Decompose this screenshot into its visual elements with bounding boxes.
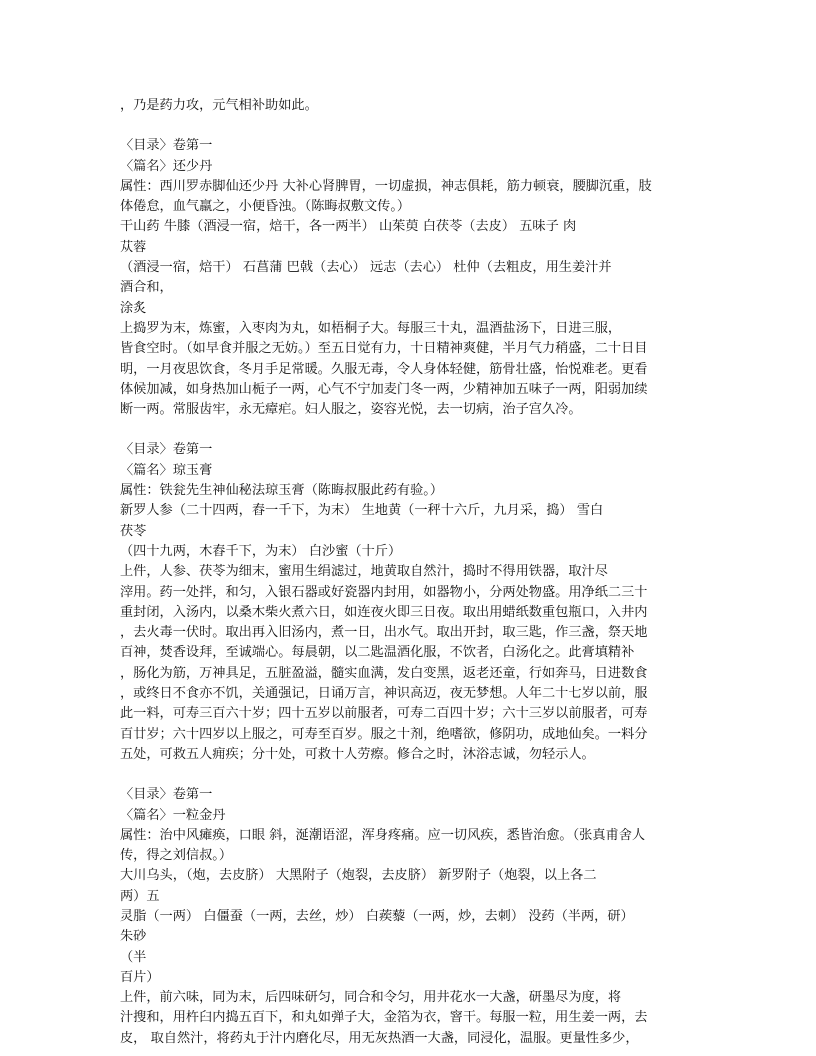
text-line: 大川乌头，（炮，去皮脐） 大黑附子（炮裂，去皮脐） 新罗附子（炮裂，以上各二 bbox=[120, 868, 597, 884]
text-line: 干山药 牛膝（酒浸一宿，焙干，各一两半） 山茱萸 白茯苓（去皮） 五味子 肉 bbox=[120, 219, 577, 235]
text-line: 此一料，可寿三百六十岁；四十五岁以前服者，可寿二百四十岁；六十三岁以前服者，可寿 bbox=[120, 706, 648, 722]
text-line: 茯苓 bbox=[120, 523, 147, 539]
text-line: 灵脂（一两） 白僵蚕（一两，去丝，炒） 白蒺藜（一两，炒，去刺） 没药（半两，研） bbox=[120, 908, 634, 924]
text-line: 酒合和， bbox=[120, 280, 173, 296]
intro-line: ，乃是药力攻，元气相补助如此。 bbox=[120, 98, 318, 113]
text-line: 百神，焚香设拜，至诚端心。每晨朝，以二匙温酒化服，不饮者，白汤化之。此膏填精补 bbox=[120, 645, 635, 661]
section-gap bbox=[120, 420, 700, 440]
text-line: 上件，前六味，同为末，后四味研匀，同合和令匀，用井花水一大盏，研墨尽为度，将 bbox=[120, 990, 622, 1006]
text-line: 重封闭，入汤内，以桑木柴火煮六日，如连夜火即三日夜。取出用蜡纸数重包瓶口，入井内 bbox=[120, 604, 648, 620]
text-line: （酒浸一宿，焙干） 石菖蒲 巴戟（去心） 远志（去心） 杜仲（去粗皮，用生姜汁并 bbox=[120, 260, 612, 276]
document-page bbox=[120, 96, 700, 1049]
text-line: 滓用。药一处拌，和匀，入银石器或好瓷器内封用，如器物小，分两处物盛。用净纸二三十 bbox=[120, 584, 648, 600]
section-huanshaodan bbox=[120, 136, 700, 420]
text-line: （四十九两，木舂千下，为末） 白沙蜜（十斤） bbox=[120, 543, 402, 559]
text-line: 涂炙 bbox=[120, 300, 147, 316]
text-line: 体候加减，如身热加山栀子一两，心气不宁加麦门冬一两，少精神加五味子一两，阳弱加续 bbox=[120, 381, 648, 397]
section-gap bbox=[120, 116, 700, 136]
text-line: 苁蓉 bbox=[120, 239, 147, 255]
text-line: 皮， 取自然汁，将药丸于汁内磨化尽，用无灰热酒一大盏，同浸化，温服。更量性多少， bbox=[120, 1030, 639, 1046]
text-line: ，去火毒一伏时。取出再入旧汤内，煮一日，出水气。取出开封，取三匙，作三盏，祭天地 bbox=[120, 625, 648, 641]
section-yilijindan bbox=[120, 785, 700, 1049]
section-gap bbox=[120, 765, 700, 785]
text-line: 百片） bbox=[120, 969, 160, 985]
text-line: 断一两。常服齿牢，永无瘴疟。妇人服之，姿容光悦，去一切病，治子宫久冷。 bbox=[120, 402, 582, 418]
section-title: 〈篇名〉一粒金丹 bbox=[120, 807, 226, 823]
text-line: 上件，人参、茯苓为细末，蜜用生绢滤过，地黄取自然汁，捣时不得用铁器，取汁尽 bbox=[120, 564, 608, 580]
section-title: 〈篇名〉琼玉膏 bbox=[120, 462, 213, 478]
text-line: ，或终日不食亦不饥，关通强记，日诵万言，神识高迈，夜无梦想。人年二十七岁以前，服 bbox=[120, 686, 648, 702]
text-line: 两）五 bbox=[120, 888, 160, 904]
text-line: 明，一月夜思饮食，冬月手足常暖。久服无毒，令人身体轻健，筋骨壮盛，怡悦难老。更看 bbox=[120, 361, 648, 377]
text-line: 新罗人参（二十四两，舂一千下，为末） 生地黄（一秤十六斤，九月采，捣） 雪白 bbox=[120, 503, 604, 519]
text-line: 汁搜和，用杵臼内捣五百下，和丸如弹子大，金箔为衣，窨干。每服一粒，用生姜一两，去 bbox=[120, 1010, 648, 1026]
text-line: 属性：治中风瘫痪，口眼 斜，涎潮语涩，浑身疼痛。应一切风疾，悉皆治愈。（张真甫舍人 bbox=[120, 827, 646, 843]
section-title: 〈篇名〉还少丹 bbox=[120, 158, 213, 174]
text-line: 体倦怠，血气羸之，小便昏浊。（陈晦叔敷文传。） bbox=[120, 199, 411, 215]
section-toc: 〈目录〉卷第一 bbox=[120, 138, 213, 154]
section-qiongyugao bbox=[120, 440, 700, 765]
section-toc: 〈目录〉卷第一 bbox=[120, 787, 213, 803]
text-line: 属性：铁瓮先生神仙秘法琼玉膏（陈晦叔服此药有验。） bbox=[120, 483, 444, 499]
text-line: 百廿岁；六十四岁以上服之，可寿至百岁。服之十剂，绝嗜欲，修阴功，成地仙矣。一料分 bbox=[120, 726, 648, 742]
text-line: ，肠化为筋，万神具足，五脏盈溢，髓实血满，发白变黑，返老还童，行如奔马，日进数食 bbox=[120, 665, 648, 681]
text-line: 朱砂 bbox=[120, 929, 147, 945]
text-line: 五处，可救五人痈疾；分十处，可救十人劳瘵。修合之时，沐浴志诚，勿轻示人。 bbox=[120, 746, 595, 762]
text-line: （半 bbox=[120, 949, 147, 965]
text-line: 传，得之刘信叔。） bbox=[120, 848, 233, 864]
text-line: 属性：西川罗赤脚仙还少丹 大补心肾脾胃，一切虚损，神志俱耗，筋力顿衰，腰脚沉重，肢 bbox=[120, 178, 652, 194]
text-line: 皆食空时。（如早食并服之无妨。）至五日觉有力，十日精神爽健，半月气力稍盛，二十日目 bbox=[120, 341, 648, 357]
section-toc: 〈目录〉卷第一 bbox=[120, 442, 213, 458]
text-line: 上捣罗为末，炼蜜，入枣肉为丸，如梧桐子大。每服三十丸，温酒盐汤下，日进三服， bbox=[120, 320, 622, 336]
